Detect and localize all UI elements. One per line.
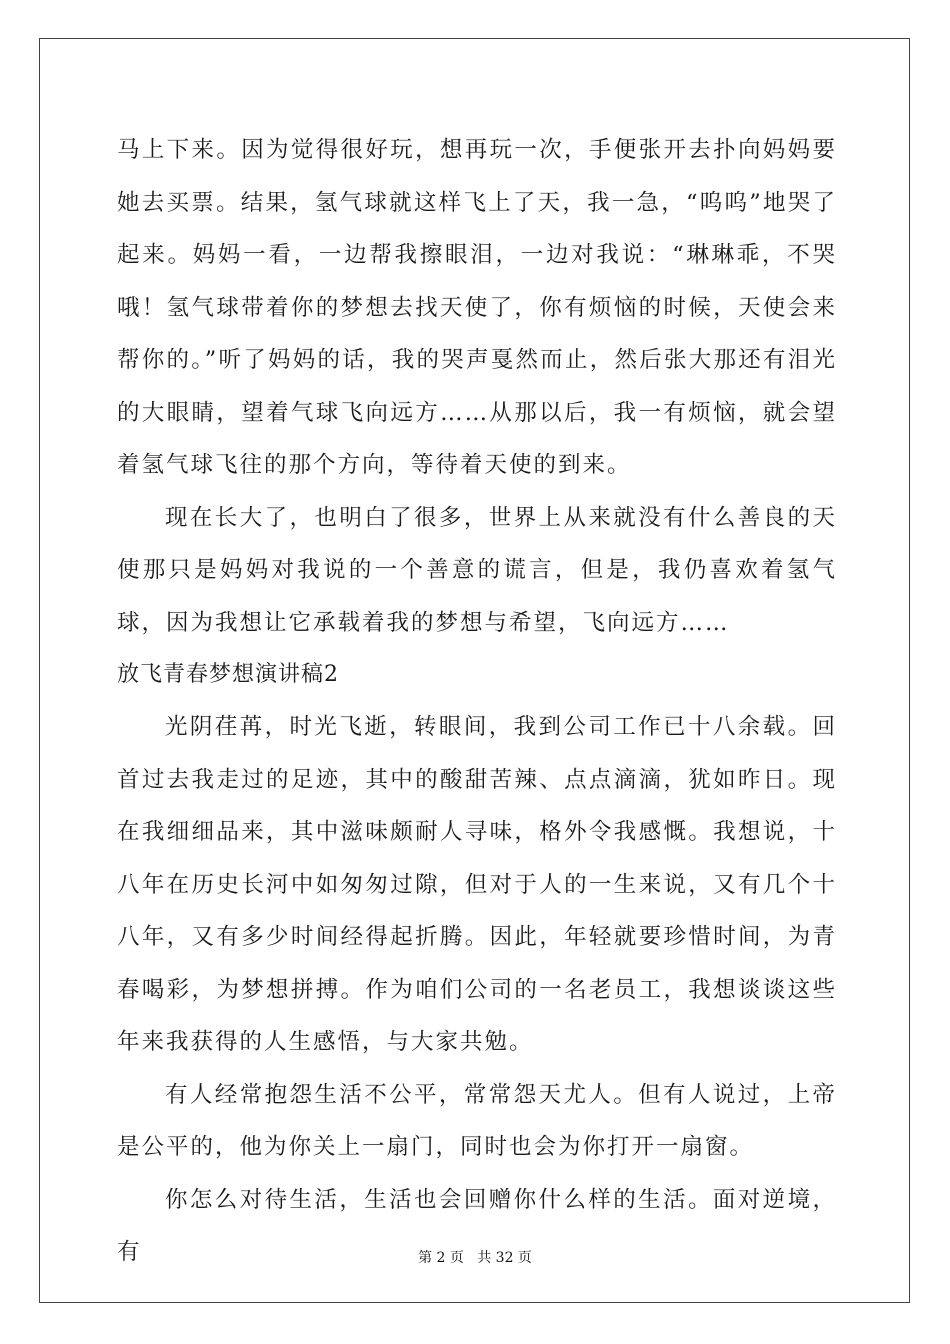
section-heading: 放飞青春梦想演讲稿2 [117, 662, 339, 687]
page-number-footer: 第 2 页 共 32 页 [418, 1250, 532, 1266]
document-body [117, 124, 837, 1279]
paragraph-continuation: 马上下来。因为觉得很好玩，想再玩一次，手便张开去扑向妈妈要她去买票。结果，氢气球就这样飞上了天，我一急，“呜呜”地哭了起来。妈妈一看，一边帮我擦眼泪，一边对我说：“琳琳乖，不哭哦！氢气球带着你的梦想去找天使了，你有烦恼的时候，天使会来帮你的。”听了妈妈的话，我的哭声戛然而止，然后张大那还有泪光的大眼睛，望着气球飞向远方……从那以后，我一有烦恼，就会望着氢气球飞往的那个方向，等待着天使的到来。 [117, 137, 837, 478]
paragraph-adversity: 你怎么对待生活，生活也会回赠你什么样的生活。面对逆境，有 [117, 1186, 837, 1265]
paragraph-fairness: 有人经常抱怨生活不公平，常常怨天尤人。但有人说过，上帝是公平的，他为你关上一扇门，同时也会为你打开一扇窗。 [117, 1081, 837, 1160]
paragraph-growing-up: 现在长大了，也明白了很多，世界上从来就没有什么善良的天使那只是妈妈对我说的一个善意的谎言，但是，我仍喜欢着氢气球，因为我想让它承载着我的梦想与希望，飞向远方…… [117, 504, 837, 636]
paragraph-eighteen-years: 光阴荏苒，时光飞逝，转眼间，我到公司工作已十八余载。回首过去我走过的足迹，其中的酸甜苦辣、点点滴滴，犹如昨日。现在我细细品来，其中滋味颇耐人寻味，格外令我感慨。我想说，十八年在历史长河中如匆匆过隙，但对于人的一生来说，又有几个十八年，又有多少时间经得起折腾。因此，年轻就要珍惜时间，为青春喝彩，为梦想拼搏。作为咱们公司的一名老员工，我想谈谈这些年来我获得的人生感悟，与大家共勉。 [117, 714, 837, 1055]
